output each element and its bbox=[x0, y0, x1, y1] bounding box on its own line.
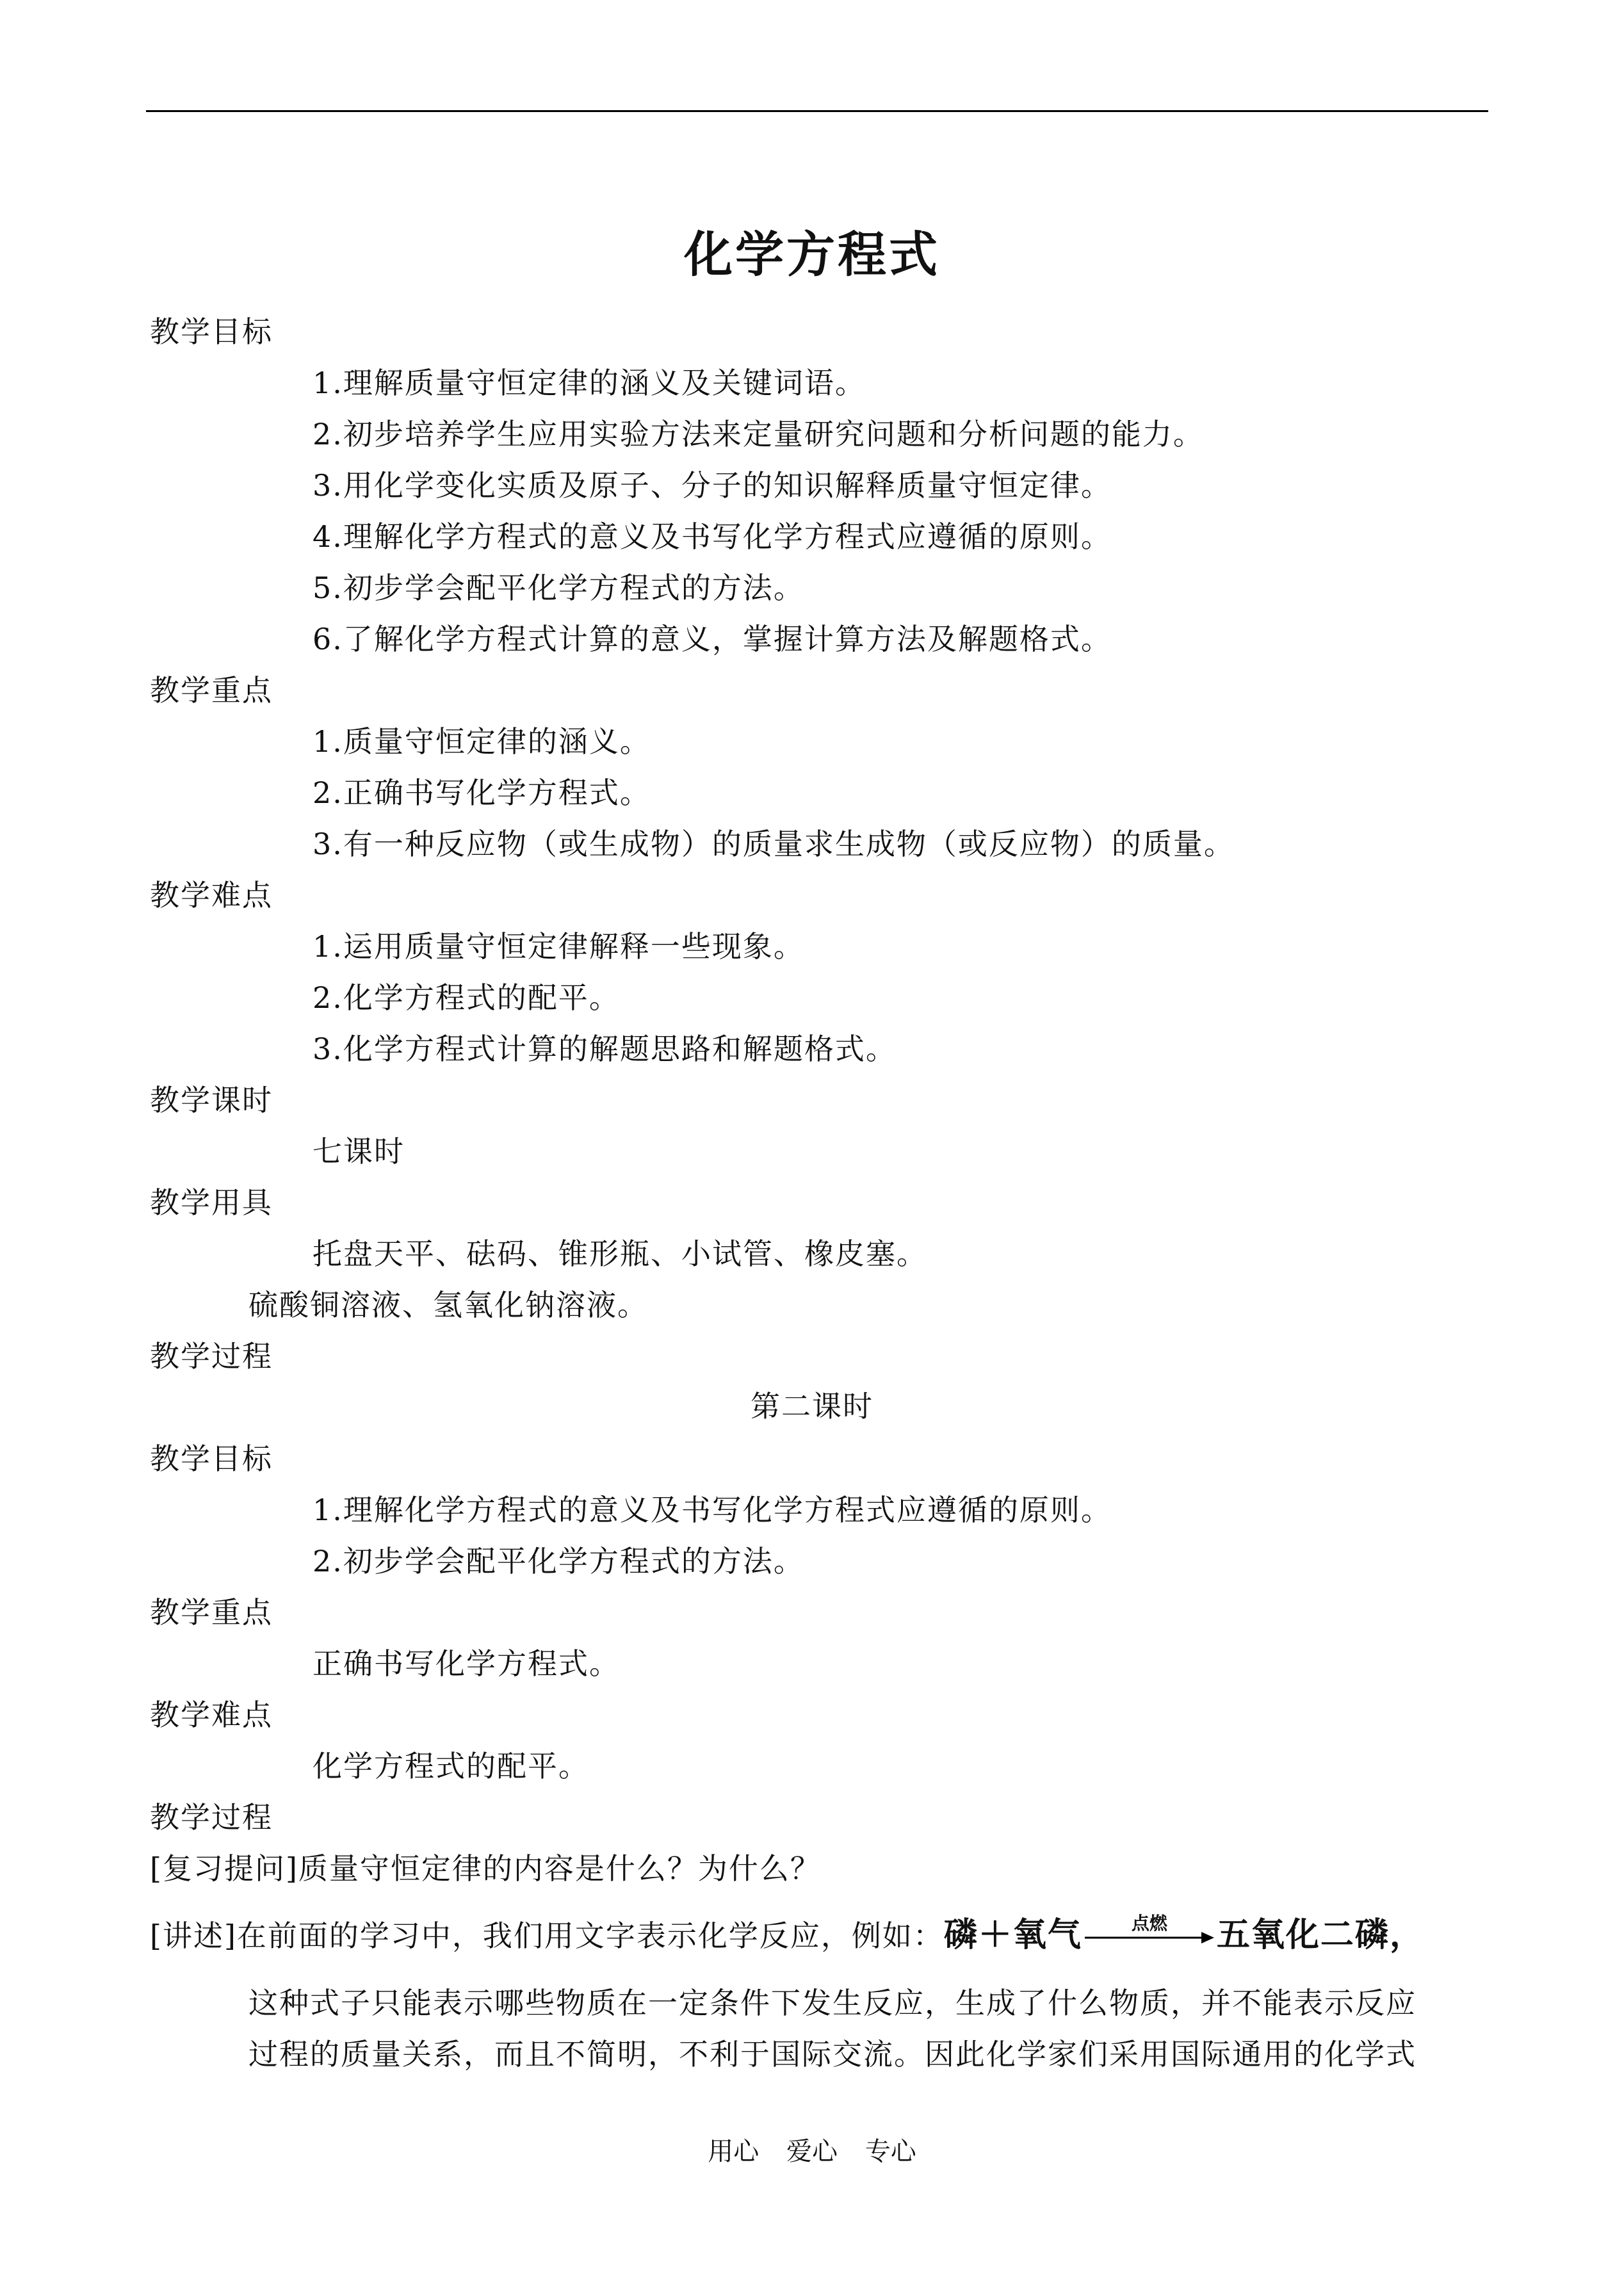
difficulty-item: 1.运用质量守恒定律解释一些现象。 bbox=[313, 929, 804, 964]
process-heading: 教学过程 bbox=[150, 1339, 273, 1374]
page-footer: 用心 爱心 专心 bbox=[708, 2137, 916, 2166]
reaction-condition: 点燃 bbox=[1131, 1913, 1167, 1934]
objective-item: 2.初步培养学生应用实验方法来定量研究问题和分析问题的能力。 bbox=[313, 417, 1204, 451]
difficulty-item: 2.化学方程式的配平。 bbox=[313, 980, 620, 1015]
objectives-heading: 教学目标 bbox=[150, 1441, 273, 1476]
difficulties-heading: 教学难点 bbox=[150, 1698, 273, 1732]
objective-item: 1.理解化学方程式的意义及书写化学方程式应遵循的原则。 bbox=[313, 1493, 1112, 1527]
key-point-item: 正确书写化学方程式。 bbox=[313, 1646, 620, 1681]
tools-line: 托盘天平、砝码、锥形瓶、小试管、橡皮塞。 bbox=[313, 1237, 927, 1271]
tools-heading: 教学用具 bbox=[150, 1185, 273, 1220]
objectives-heading: 教学目标 bbox=[150, 314, 273, 349]
equation-reactants: 磷＋氧气 bbox=[943, 1916, 1082, 1954]
difficulty-item: 3.化学方程式计算的解题思路和解题格式。 bbox=[313, 1032, 897, 1066]
hours-value: 七课时 bbox=[313, 1134, 405, 1169]
lecture-prefix: [讲述]在前面的学习中，我们用文字表示化学反应，例如： bbox=[150, 1918, 944, 1953]
key-point-item: 3.有一种反应物（或生成物）的质量求生成物（或反应物）的质量。 bbox=[313, 827, 1235, 861]
difficulty-item: 化学方程式的配平。 bbox=[313, 1749, 589, 1783]
hours-heading: 教学课时 bbox=[150, 1083, 273, 1117]
lesson-title: 第二课时 bbox=[751, 1389, 873, 1423]
objective-item: 3.用化学变化实质及原子、分子的知识解释质量守恒定律。 bbox=[313, 468, 1112, 503]
objective-item: 6.了解化学方程式计算的意义，掌握计算方法及解题格式。 bbox=[313, 622, 1112, 656]
key-point-item: 2.正确书写化学方程式。 bbox=[313, 775, 651, 810]
page-title: 化学方程式 bbox=[684, 226, 940, 283]
objective-item: 5.初步学会配平化学方程式的方法。 bbox=[313, 571, 804, 605]
equation-product: 五氧化二磷 bbox=[1216, 1916, 1390, 1954]
objective-item: 1.理解质量守恒定律的涵义及关键词语。 bbox=[313, 366, 866, 400]
difficulties-heading: 教学难点 bbox=[150, 878, 273, 912]
equation-trailing: ， bbox=[1389, 1916, 1424, 1954]
objective-item: 2.初步学会配平化学方程式的方法。 bbox=[313, 1544, 804, 1578]
key-points-heading: 教学重点 bbox=[150, 1595, 273, 1630]
arrow-icon bbox=[1082, 1916, 1217, 1954]
lecture-line: 这种式子只能表示哪些物质在一定条件下发生反应，生成了什么物质，并不能表示反应 bbox=[248, 1986, 1417, 2020]
objective-item: 4.理解化学方程式的意义及书写化学方程式应遵循的原则。 bbox=[313, 519, 1112, 554]
key-point-item: 1.质量守恒定律的涵义。 bbox=[313, 724, 651, 759]
lecture-line: 过程的质量关系，而且不简明，不利于国际交流。因此化学家们采用国际通用的化学式 bbox=[248, 2037, 1417, 2072]
header-rule bbox=[146, 110, 1488, 112]
tools-line: 硫酸铜溶液、氢氧化钠溶液。 bbox=[248, 1288, 648, 1322]
lecture-paragraph bbox=[150, 1913, 1424, 1955]
review-question: [复习提问]质量守恒定律的内容是什么？为什么？ bbox=[150, 1851, 821, 1886]
key-points-heading: 教学重点 bbox=[150, 673, 273, 708]
process-heading: 教学过程 bbox=[150, 1800, 273, 1835]
reaction-arrow bbox=[1082, 1913, 1217, 1954]
